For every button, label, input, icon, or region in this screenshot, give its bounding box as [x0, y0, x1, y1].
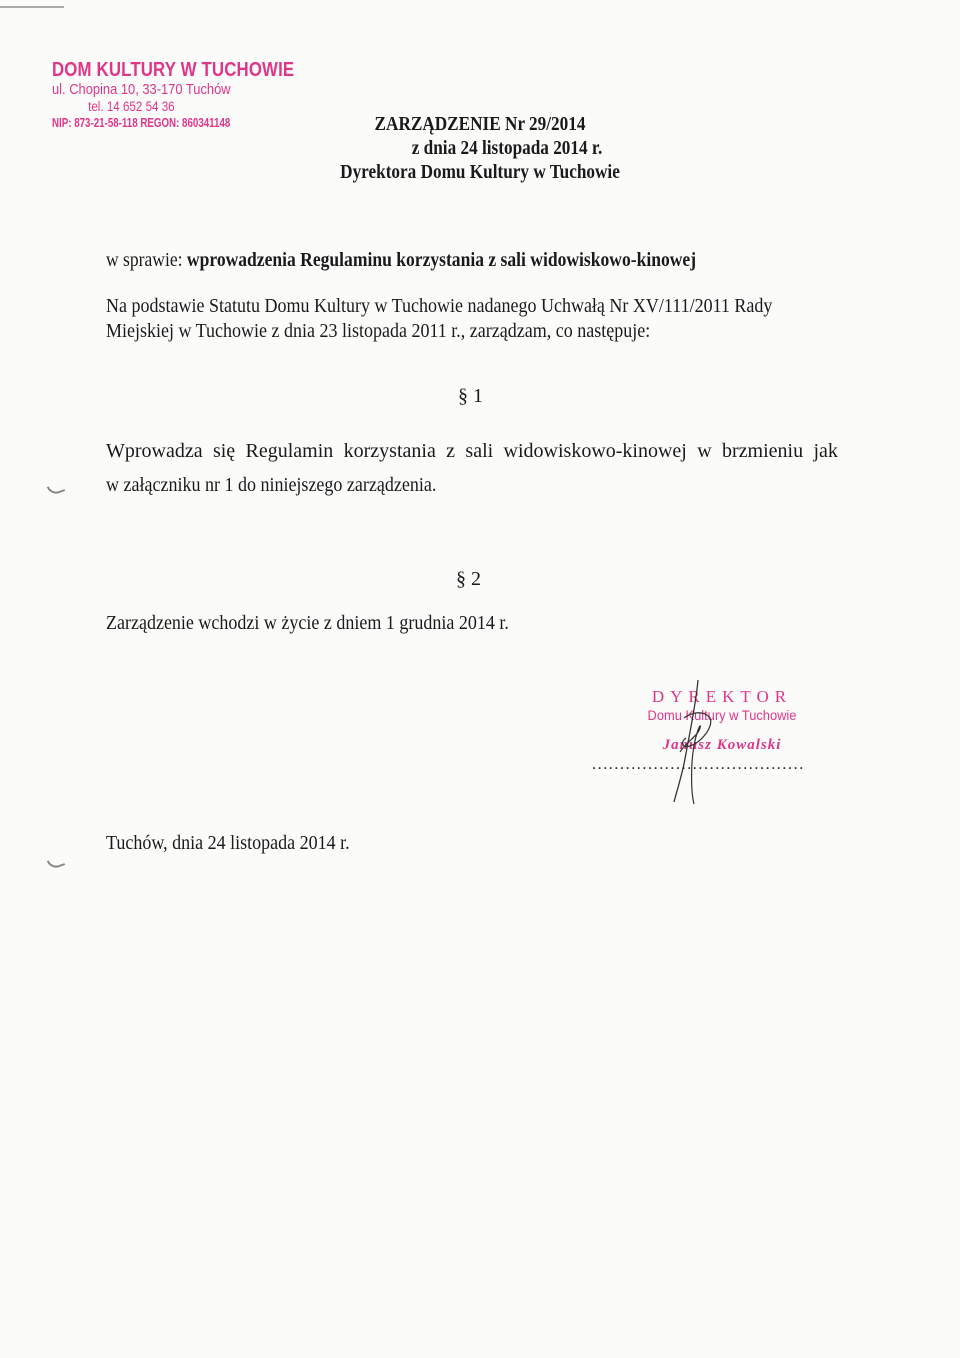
hole-punch-mark: [47, 856, 65, 871]
director-name: Janusz Kowalski: [662, 737, 782, 753]
scan-mark: [0, 6, 64, 8]
document-title: [0, 112, 960, 184]
word: się: [212, 440, 236, 462]
word: w: [697, 440, 712, 462]
title-date: z dnia 24 listopada 2014 r.: [411, 137, 603, 159]
subject-line: [106, 250, 696, 272]
paragraph-1: [106, 434, 838, 502]
place-and-date: Tuchów, dnia 24 listopada 2014 r.: [106, 832, 350, 854]
stamp-address: ul. Chopina 10, 33-170 Tuchów: [52, 81, 231, 98]
subject-text: wprowadzenia Regulaminu korzystania z sali widowiskowo-kinowej: [186, 250, 697, 271]
word: sali: [465, 440, 494, 462]
director-title: DYREKTOR: [651, 687, 793, 706]
handwritten-signature: [640, 672, 740, 812]
legal-basis: [106, 294, 934, 344]
paragraph-2: Zarządzenie wchodzi w życie z dniem 1 grudnia 2014 r.: [106, 612, 509, 634]
word: Wprowadza: [106, 440, 203, 462]
paragraph-1-line-2: w załączniku nr 1 do niniejszego zarządzenia.: [106, 474, 437, 496]
legal-basis-line: Miejskiej w Tuchowie z dnia 23 listopada 2011 r., zarządzam, co następuje:: [106, 320, 651, 342]
paragraph-1-line-1: [106, 434, 838, 468]
word: Regulamin: [245, 440, 334, 462]
director-institution: Domu Kultury w Tuchowie: [647, 707, 797, 723]
title-issuer: Dyrektora Domu Kultury w Tuchowie: [340, 161, 620, 183]
hole-punch-mark: [47, 482, 65, 497]
word: widowiskowo-kinowej: [503, 440, 687, 462]
word: jak: [813, 440, 838, 462]
paragraph-mark-2: § 2: [456, 568, 481, 590]
stamp-name: DOM KULTURY W TUCHOWIE: [52, 59, 295, 81]
subject-prefix: w sprawie:: [106, 250, 187, 271]
stamp-tax-ids: NIP: 873-21-58-118 REGON: 860341148: [52, 115, 231, 130]
signature-line: ......................................: [592, 756, 805, 773]
legal-basis-line: Na podstawie Statutu Domu Kultury w Tuchowie nadanego Uchwałą Nr XV/111/2011 Rady: [106, 295, 773, 317]
paragraph-mark-1: § 1: [458, 385, 483, 407]
word: korzystania: [343, 440, 436, 462]
word: z: [446, 440, 456, 462]
stamp-phone: tel. 14 652 54 36: [88, 99, 175, 114]
word: brzmieniu: [722, 440, 804, 462]
title-number: ZARZĄDZENIE Nr 29/2014: [374, 113, 586, 135]
